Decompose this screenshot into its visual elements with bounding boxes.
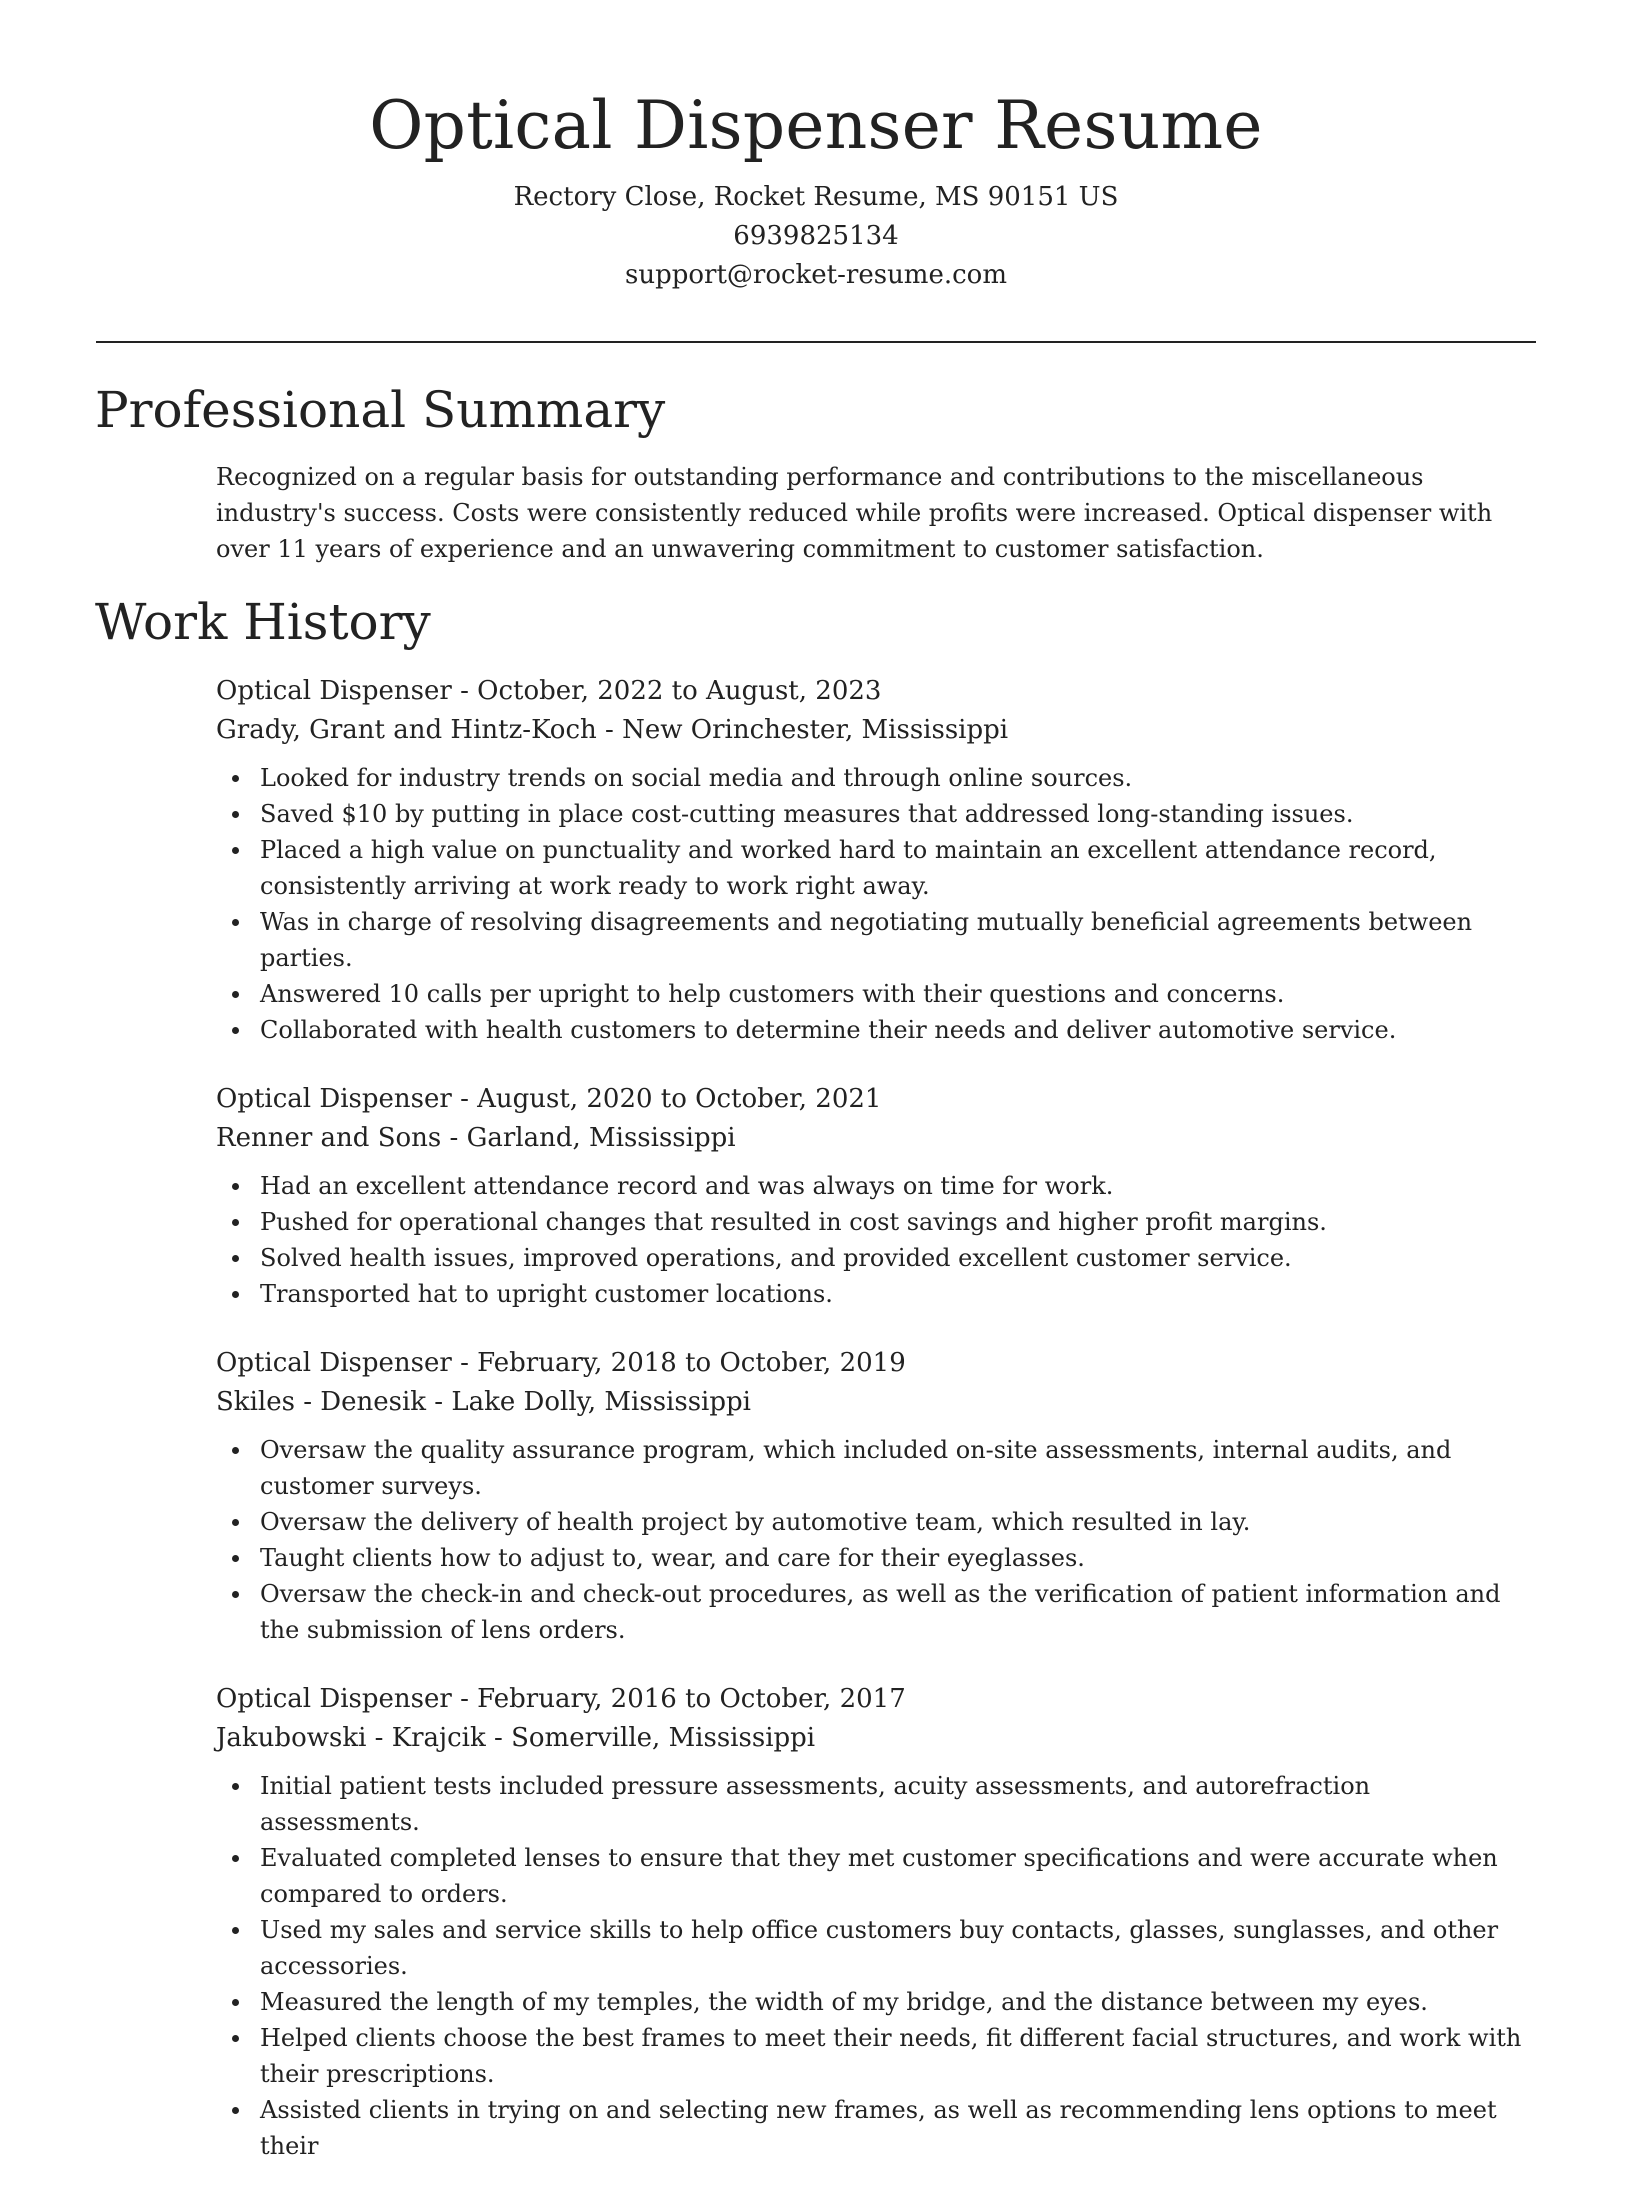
job-entry	[216, 672, 1536, 1048]
bullet-item: Solved health issues, improved operations, and provided excellent customer service.	[260, 1240, 1536, 1276]
job-title-line	[216, 1080, 1536, 1119]
separator: -	[451, 676, 478, 706]
bullet-item: Was in charge of resolving disagreements and negotiating mutually beneficial agreements between parties.	[260, 904, 1536, 976]
bullet-item: Answered 10 calls per upright to help customers with their questions and concerns.	[260, 976, 1536, 1012]
bullet-item: Evaluated completed lenses to ensure that they met customer specifications and were accurate when compared to orders.	[260, 1840, 1536, 1912]
resume-header	[0, 0, 1632, 295]
job-title: Optical Dispenser	[216, 1684, 452, 1714]
bullet-item: Saved $10 by putting in place cost-cutting measures that addressed long-standing issues.	[260, 796, 1536, 832]
bullet-item: Had an excellent attendance record and was always on time for work.	[260, 1168, 1536, 1204]
company-name: Grady, Grant and Hintz-Koch	[216, 715, 597, 745]
bullet-item: Pushed for operational changes that resulted in cost savings and higher profit margins.	[260, 1204, 1536, 1240]
job-title-line	[216, 1680, 1536, 1719]
separator: -	[426, 1387, 452, 1417]
job-company-line	[216, 1719, 1536, 1758]
bullet-item: Taught clients how to adjust to, wear, and care for their eyeglasses.	[260, 1540, 1536, 1576]
bullet-item: Collaborated with health customers to determine their needs and deliver automotive service.	[260, 1012, 1536, 1048]
bullet-item: Used my sales and service skills to help office customers buy contacts, glasses, sunglasses, and other accessories.	[260, 1912, 1536, 1984]
work-history-list	[216, 672, 1536, 2196]
job-dates: August, 2020 to October, 2021	[477, 1084, 882, 1114]
bullet-item: Oversaw the delivery of health project by automotive team, which resulted in lay.	[260, 1504, 1536, 1540]
address: Rectory Close, Rocket Resume, MS 90151 US	[513, 182, 1119, 212]
company-name: Jakubowski - Krajcik	[216, 1723, 486, 1753]
job-location: Garland, Mississippi	[466, 1123, 736, 1153]
job-company-line	[216, 1383, 1536, 1422]
summary-heading: Professional Summary	[95, 381, 666, 439]
separator: -	[451, 1084, 478, 1114]
company-name: Renner and Sons	[216, 1123, 442, 1153]
phone: 6939825134	[733, 221, 899, 251]
job-bullets	[216, 760, 1536, 1048]
separator: -	[451, 1348, 478, 1378]
job-dates: February, 2018 to October, 2019	[477, 1348, 906, 1378]
separator: -	[485, 1723, 512, 1753]
summary-text: Recognized on a regular basis for outstanding performance and contributions to the miscellaneous industry's success. Costs were consistently reduced while profits were increased. Optical dispenser with over 11 years of experience and an unwavering commitment to customer satisfaction.	[216, 463, 1493, 563]
bullet-item: Placed a high value on punctuality and worked hard to maintain an excellent attendance record, consistently arriving at work ready to work right away.	[260, 832, 1536, 904]
contact-info	[0, 178, 1632, 295]
job-company-line	[216, 711, 1536, 750]
separator: -	[596, 715, 623, 745]
header-divider	[96, 341, 1536, 343]
job-title: Optical Dispenser	[216, 1348, 452, 1378]
email: support@rocket-resume.com	[624, 260, 1007, 290]
job-bullets	[216, 1432, 1536, 1648]
job-title: Optical Dispenser	[216, 676, 452, 706]
work-history-heading: Work History	[95, 593, 431, 651]
job-location: Somerville, Mississippi	[511, 1723, 816, 1753]
bullet-item: Initial patient tests included pressure assessments, acuity assessments, and autorefraction assessments.	[260, 1768, 1536, 1840]
job-entry	[216, 1080, 1536, 1312]
separator: -	[441, 1123, 467, 1153]
bullet-item: Oversaw the quality assurance program, which included on-site assessments, internal audits, and customer surveys.	[260, 1432, 1536, 1504]
job-dates: February, 2016 to October, 2017	[477, 1684, 906, 1714]
bullet-item: Measured the length of my temples, the width of my bridge, and the distance between my eyes.	[260, 1984, 1536, 2020]
job-dates: October, 2022 to August, 2023	[477, 676, 882, 706]
job-title-line	[216, 1344, 1536, 1383]
job-entry	[216, 1680, 1536, 2164]
job-entry	[216, 1344, 1536, 1648]
bullet-item: Looked for industry trends on social media and through online sources.	[260, 760, 1536, 796]
job-location: New Orinchester, Mississippi	[622, 715, 1009, 745]
job-title-line	[216, 672, 1536, 711]
job-bullets	[216, 1768, 1536, 2164]
job-bullets	[216, 1168, 1536, 1312]
job-location: Lake Dolly, Mississippi	[451, 1387, 751, 1417]
job-company-line	[216, 1119, 1536, 1158]
company-name: Skiles - Denesik	[216, 1387, 427, 1417]
job-title: Optical Dispenser	[216, 1084, 452, 1114]
bullet-item: Oversaw the check-in and check-out procedures, as well as the verification of patient information and the submission of lens orders.	[260, 1576, 1536, 1648]
bullet-item: Transported hat to upright customer locations.	[260, 1276, 1536, 1312]
separator: -	[451, 1684, 478, 1714]
bullet-item: Helped clients choose the best frames to meet their needs, fit different facial structures, and work with their prescriptions.	[260, 2020, 1536, 2092]
bullet-item: Assisted clients in trying on and selecting new frames, as well as recommending lens options to meet their	[260, 2092, 1536, 2164]
resume-title: Optical Dispenser Resume	[369, 87, 1263, 164]
